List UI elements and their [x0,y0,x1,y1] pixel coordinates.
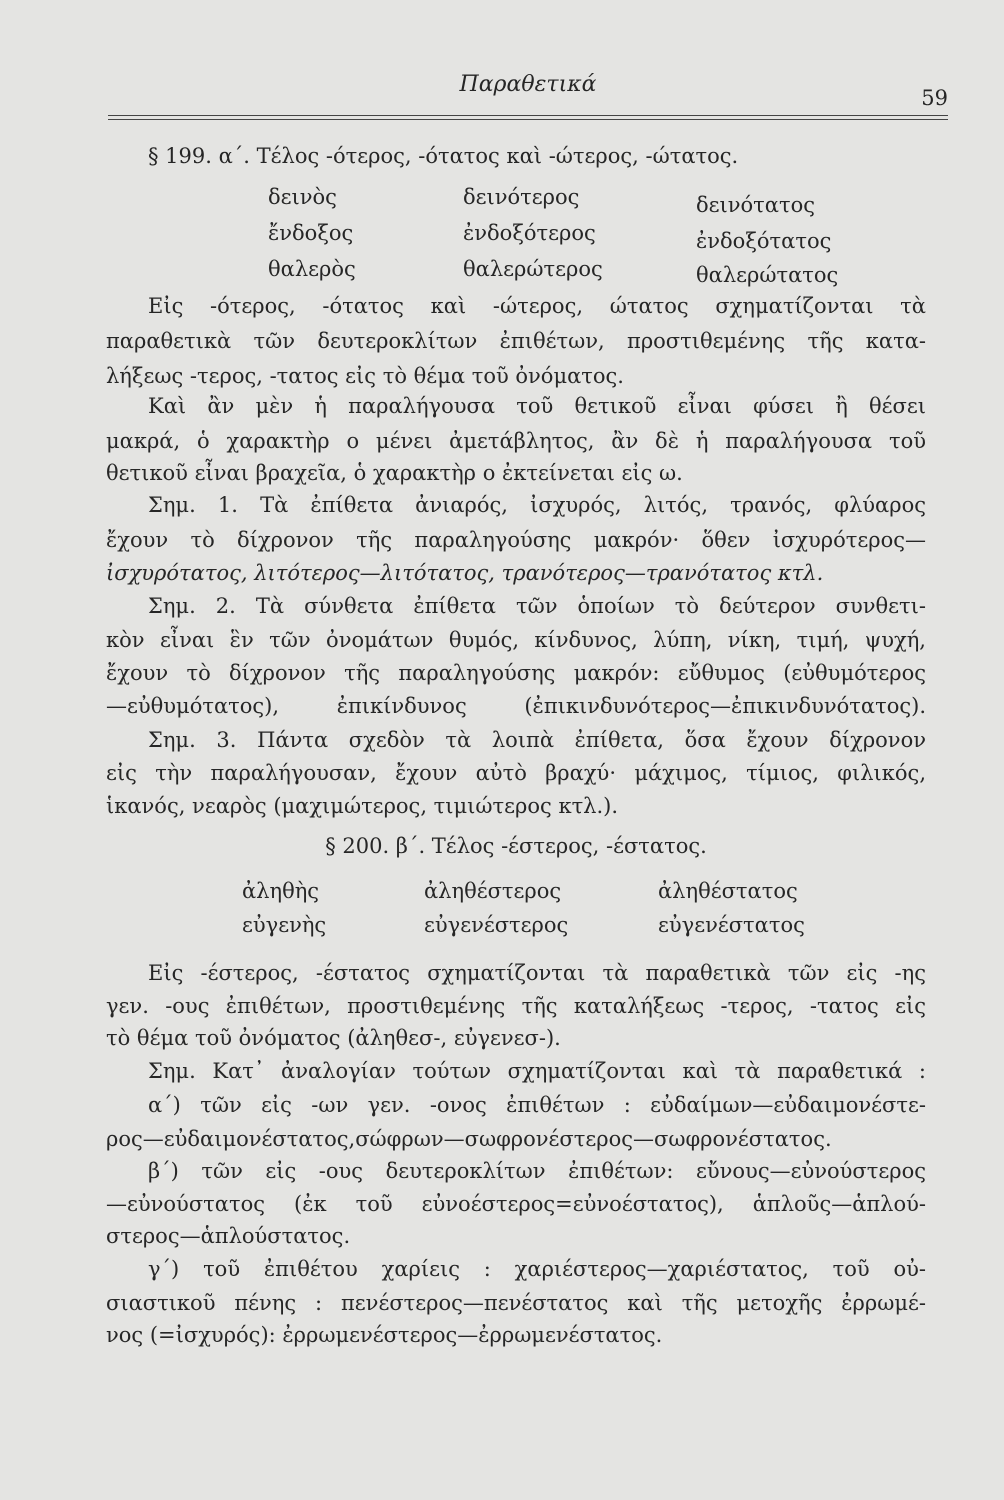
paragraph-line: λήξεως -τερος, -τατος εἰς τὸ θέμα τοῦ ὀνόματος. [106,364,624,388]
note-line: σιαστικοῦ πένης : πενέστερος—πενέστατος καὶ τῆς μετοχῆς ἐρρωμέ- [106,1291,926,1315]
word-positive: δεινὸς [268,185,337,209]
header-rule [108,115,948,116]
page-number: 59 [921,86,948,110]
note-line: α΄) τῶν εἰς -ων γεν. -ονος ἐπιθέτων : εὐδαίμων—εὐδαιμονέστε- [148,1093,926,1117]
note-line: κὸν εἶναι ἓν τῶν ὀνομάτων θυμός, κίνδυνος, λύπη, νίκη, τιμή, ψυχή, [106,628,926,652]
running-header [108,72,948,116]
note-line: ἔχουν τὸ δίχρονον τῆς παραληγούσης μακρόν· ὅθεν ἰσχυρότερος— [106,528,926,552]
paragraph-line: παραθετικὰ τῶν δευτεροκλίτων ἐπιθέτων, προστιθεμένης τῆς κατα- [106,329,926,353]
paragraph-line: Εἰς -ότερος, -ότατος καὶ -ώτερος, ώτατος σχηματίζονται τὰ [148,294,926,318]
paragraph-line: γεν. -ους ἐπιθέτων, προστιθεμένης τῆς καταλήξεως -τερος, -τατος εἰς [106,994,926,1018]
word-superlative: εὐγενέστατος [658,913,805,937]
paragraph-line: θετικοῦ εἶναι βραχεῖα, ὁ χαρακτὴρ ο ἐκτείνεται εἰς ω. [106,461,683,485]
note-line: —εὐθυμότατος), ἐπικίνδυνος (ἐπικινδυνότερος—ἐπικινδυνότατος). [106,694,926,718]
word-positive: ἀληθὴς [242,879,320,903]
section-199-heading: § 199. α΄. Τέλος -ότερος, -ότατος καὶ -ώτερος, -ώτατος. [148,144,739,168]
word-comparative: δεινότερος [463,185,580,209]
note-line: ἔχουν τὸ δίχρονον τῆς παραληγούσης μακρόν: εὔθυμος (εὐθυμότερος [106,661,926,685]
note-line: στερος—ἁπλούστατος. [106,1224,351,1248]
paragraph-line: Εἰς -έστερος, -έστατος σχηματίζονται τὰ παραθετικὰ τῶν εἰς -ης [148,961,926,985]
section-200-heading: § 200. β΄. Τέλος -έστερος, -έστατος. [325,834,707,858]
word-comparative: ἀληθέστερος [424,879,562,903]
word-superlative: θαλερώτατος [696,263,839,287]
word-superlative: δεινότατος [696,193,815,217]
note-line: γ΄) τοῦ ἐπιθέτου χαρίεις : χαριέστερος—χαριέστατος, τοῦ οὐ- [148,1257,926,1281]
paragraph-line: Καὶ ἂν μὲν ἡ παραλήγουσα τοῦ θετικοῦ εἶναι φύσει ἢ θέσει [148,394,926,418]
note-line: ρος—εὐδαιμονέστατος,σώφρων—σωφρονέστερος—σωφρονέστατος. [106,1127,832,1151]
note-line: εἰς τὴν παραλήγουσαν, ἔχουν αὐτὸ βραχύ· μάχιμος, τίμιος, φιλικός, [106,761,926,785]
note-line: Σημ. 1. Τὰ ἐπίθετα ἀνιαρός, ἰσχυρός, λιτός, τρανός, φλύαρος [148,493,926,517]
paragraph-line: μακρά, ὁ χαρακτὴρ ο μένει ἀμετάβλητος, ἂν δὲ ἡ παραλήγουσα τοῦ [106,429,926,453]
word-superlative: ἀληθέστατος [658,879,798,903]
header-rule-2 [108,119,948,120]
running-title: Παραθετικά [459,72,597,97]
word-positive: ἔνδοξος [268,221,354,245]
word-positive: θαλερὸς [268,257,356,281]
word-comparative: εὐγενέστερος [424,913,569,937]
note-line: ἱκανός, νεαρὸς (μαχιμώτερος, τιμιώτερος κτλ.). [106,794,619,818]
note-line: —εὐνούστατος (ἐκ τοῦ εὐνοέστερος=εὐνοέστατος), ἁπλοῦς—ἁπλού- [106,1192,926,1216]
word-positive: εὐγενὴς [242,913,327,937]
word-superlative: ἐνδοξότατος [696,229,832,253]
note-line: ἰσχυρότατος, λιτότερος—λιτότατος, τρανότερος—τρανότατος κτλ. [106,561,824,585]
note-line: Σημ. 2. Τὰ σύνθετα ἐπίθετα τῶν ὁποίων τὸ δεύτερον συνθετι- [148,594,926,618]
note-line: β΄) τῶν εἰς -ους δευτεροκλίτων ἐπιθέτων: εὔνους—εὐνούστερος [148,1159,926,1183]
word-comparative: ἐνδοξότερος [463,221,596,245]
word-comparative: θαλερώτερος [463,257,603,281]
paragraph-line: τὸ θέμα τοῦ ὀνόματος (ἀληθεσ-, εὐγενεσ-). [106,1026,561,1050]
note-line: Σημ. Κατ᾿ ἀναλογίαν τούτων σχηματίζονται καὶ τὰ παραθετικά : [148,1059,926,1083]
note-line: Σημ. 3. Πάντα σχεδὸν τὰ λοιπὰ ἐπίθετα, ὅσα ἔχουν δίχρονον [148,728,926,752]
note-line: νος (=ἰσχυρός): ἐρρωμενέστερος—ἐρρωμενέστατος. [106,1323,663,1347]
